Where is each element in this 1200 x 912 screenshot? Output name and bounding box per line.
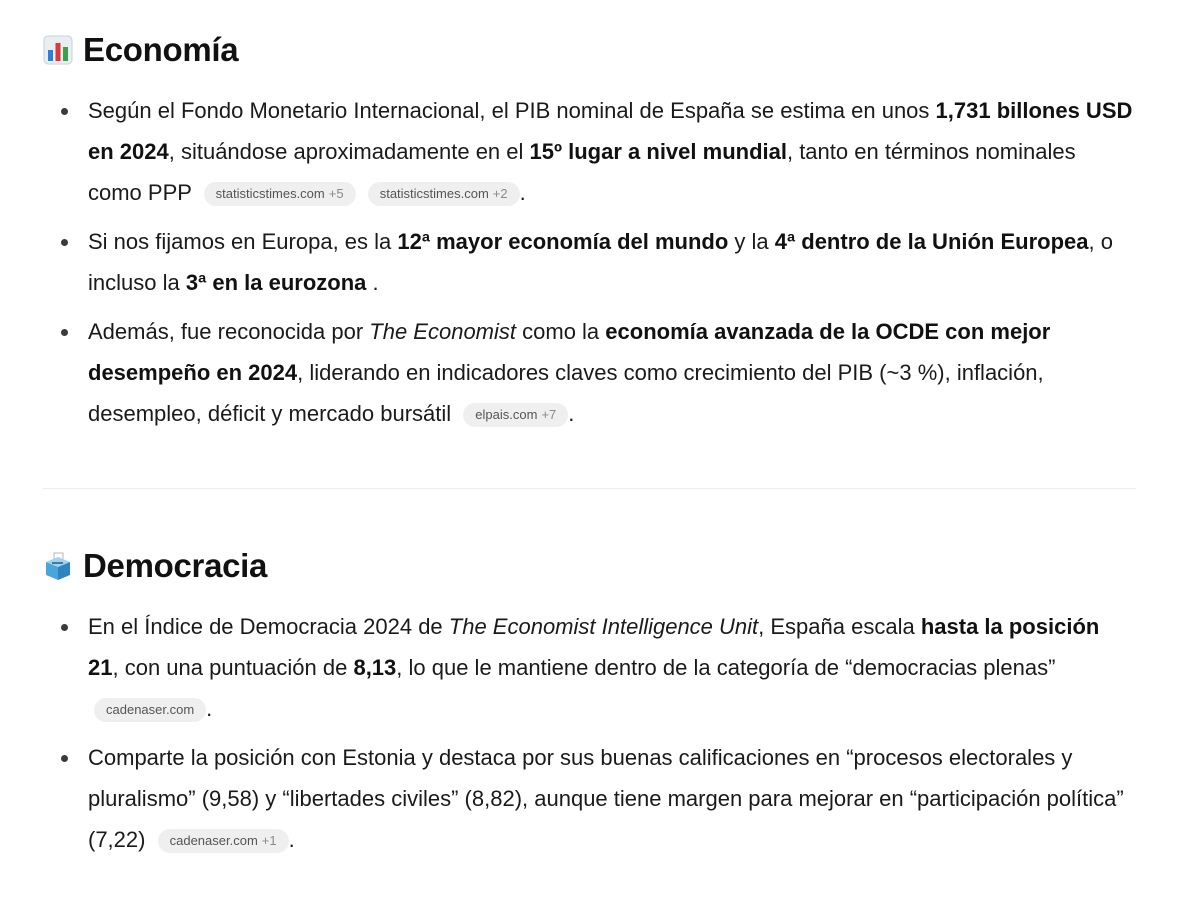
source-chip[interactable]: statisticstimes.com +5 bbox=[204, 182, 356, 206]
section-title: Democracia bbox=[83, 547, 268, 584]
bold-text: 3ª en la eurozona bbox=[185, 270, 367, 295]
section-economia bbox=[0, 22, 1200, 442]
section-title: Economía bbox=[83, 31, 239, 68]
section-democracia bbox=[0, 538, 1200, 868]
list-item: Según el Fondo Monetario Internacional, el PIB nominal de España se estima en unos 1,731 billones USD en 2024, situándose aproximadamente en el 15º lugar a nivel mundial, tanto en términos nominales como PPP statisticstimes.com +5 statisticstimes.com +2 . bbox=[88, 90, 1133, 213]
list-item: Si nos fijamos en Europa, es la 12ª mayor economía del mundo y la 4ª dentro de la Unión Europea, o incluso la 3ª en la eurozona . bbox=[88, 221, 1133, 303]
bold-text: 1,731 billones USD en 2024 bbox=[88, 98, 1133, 164]
section-divider bbox=[43, 488, 1136, 489]
bold-text: 4ª dentro de la Unión Europea bbox=[774, 229, 1089, 254]
italic-text: The Economist bbox=[369, 319, 517, 344]
bold-text: economía avanzada de la OCDE con mejor desempeño en 2024 bbox=[88, 319, 1051, 385]
bar-chart-icon bbox=[43, 35, 73, 65]
source-chip[interactable]: cadenaser.com bbox=[94, 698, 206, 722]
bold-text: 12ª mayor economía del mundo bbox=[397, 229, 729, 254]
list-item: Además, fue reconocida por The Economist como la economía avanzada de la OCDE con mejor desempeño en 2024, liderando en indicadores claves como crecimiento del PIB (~3 %), inflación, desempleo, déficit y mercado bursátil elpais.com +7 . bbox=[88, 311, 1133, 434]
source-chip[interactable]: cadenaser.com +1 bbox=[158, 829, 289, 853]
list-item: En el Índice de Democracia 2024 de The Economist Intelligence Unit, España escala hasta la posición 21, con una puntuación de 8,13, lo que le mantiene dentro de la categoría de “democracias plenas” cadenaser.com . bbox=[88, 606, 1133, 729]
section-heading-economia bbox=[43, 22, 1200, 78]
bold-text: 15º lugar a nivel mundial bbox=[529, 139, 787, 164]
ballot-box-icon bbox=[43, 551, 73, 581]
source-chip[interactable]: elpais.com +7 bbox=[463, 403, 568, 427]
bold-text: 8,13 bbox=[353, 655, 397, 680]
italic-text: The Economist Intelligence Unit bbox=[448, 614, 759, 639]
list-item: Comparte la posición con Estonia y destaca por sus buenas calificaciones en “procesos electorales y pluralismo” (9,58) y “libertades civiles” (8,82), aunque tiene margen para mejorar en “participación política” (7,22) cadenaser.com +1 . bbox=[88, 737, 1133, 860]
democracia-list bbox=[0, 606, 1200, 860]
section-heading-democracia bbox=[43, 538, 1200, 594]
economia-list bbox=[0, 90, 1200, 434]
bold-text: hasta la posición 21 bbox=[88, 614, 1100, 680]
source-chip[interactable]: statisticstimes.com +2 bbox=[368, 182, 520, 206]
